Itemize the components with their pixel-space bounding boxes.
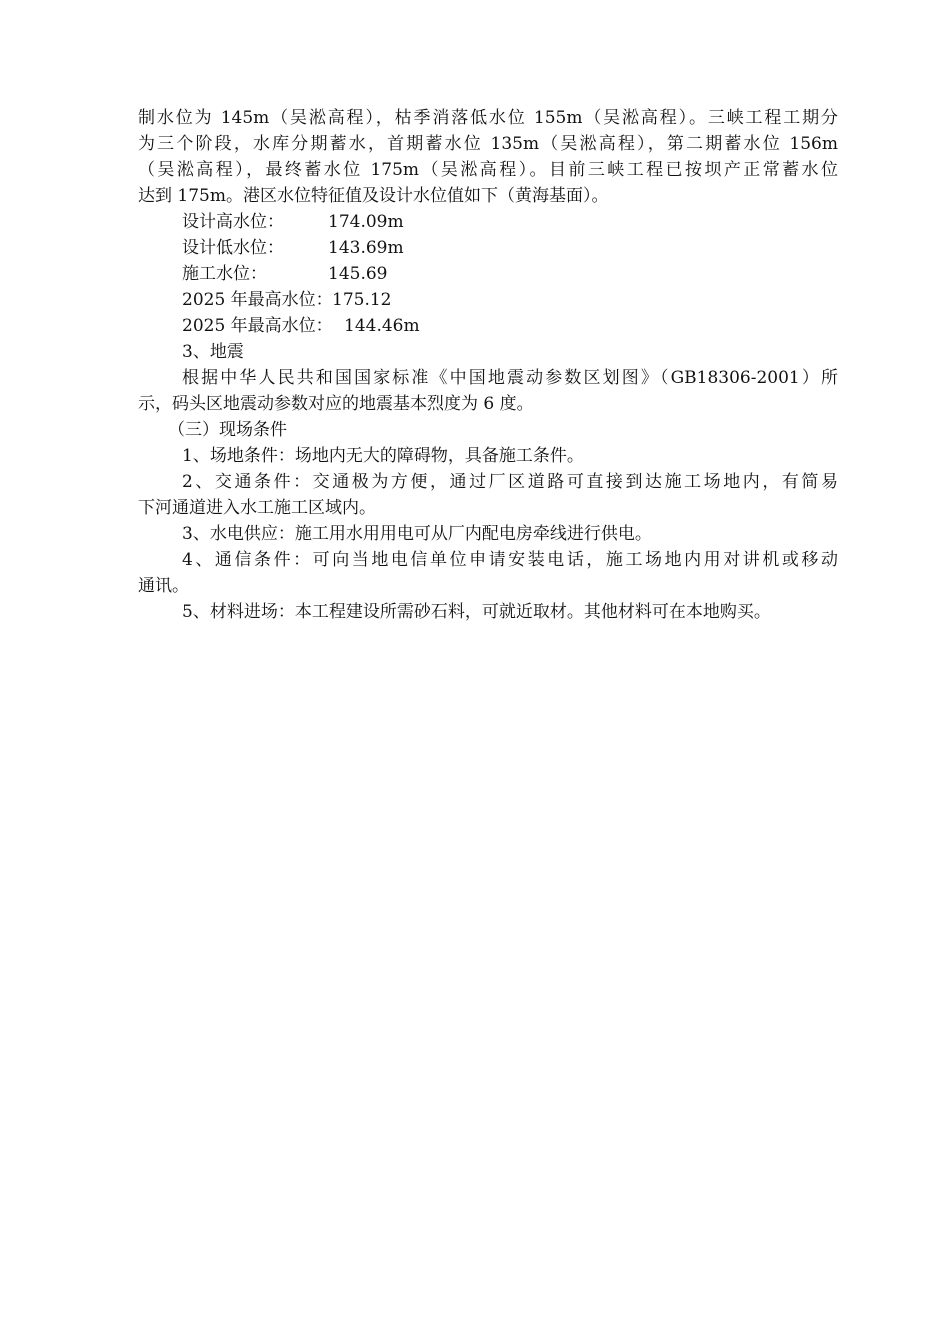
paragraph-line: 达到 175m。港区水位特征值及设计水位值如下（黄海基面）。	[138, 186, 609, 206]
list-item: 3、水电供应：施工用水用用电可从厂内配电房牵线进行供电。	[182, 524, 652, 544]
list-item-continuation: 下河通道进入水工施工区域内。	[138, 498, 376, 518]
water-level-list	[138, 209, 838, 339]
section-heading-earthquake: 3、地震	[182, 342, 244, 362]
water-level-label: 设计高水位：	[182, 212, 284, 232]
water-level-row	[138, 235, 838, 261]
list-item: 4、通信条件：可向当地电信单位申请安装电话，施工场地内用对讲机或移动	[182, 550, 838, 570]
water-level-row	[138, 209, 838, 235]
paragraph-line: 制水位为 145m（吴淞高程），枯季消落低水位 155m（吴淞高程）。三峡工程工期分	[138, 108, 838, 128]
water-level-row	[138, 287, 838, 313]
list-item: 2、交通条件：交通极为方便，通过厂区道路可直接到达施工场地内，有简易	[182, 472, 838, 492]
list-item: 1、场地条件：场地内无大的障碍物，具备施工条件。	[182, 446, 584, 466]
water-level-row	[138, 313, 838, 339]
paragraph-line: 根据中华人民共和国国家标准《中国地震动参数区划图》（GB18306-2001）所	[182, 368, 838, 388]
list-item: 5、材料进场：本工程建设所需砂石料，可就近取材。其他材料可在本地购买。	[182, 602, 771, 622]
water-level-value: 143.69m	[328, 238, 404, 258]
paragraph-line: 为三个阶段，水库分期蓄水，首期蓄水位 135m（吴淞高程），第二期蓄水位 156m	[138, 134, 838, 154]
section-heading-site-conditions: （三）现场条件	[168, 420, 287, 440]
water-level-value: 145.69	[328, 264, 388, 284]
paragraph-line: 示，码头区地震动参数对应的地震基本烈度为 6 度。	[138, 394, 534, 414]
water-level-value: 174.09m	[328, 212, 404, 232]
list-item-continuation: 通讯。	[138, 576, 189, 596]
water-level-label: 设计低水位：	[182, 238, 284, 258]
water-level-value: 144.46m	[344, 316, 420, 336]
paragraph-line: （吴淞高程），最终蓄水位 175m（吴淞高程）。目前三峡工程已按坝产正常蓄水位	[138, 160, 838, 180]
water-level-label: 施工水位：	[182, 264, 267, 284]
water-level-row	[138, 261, 838, 287]
water-level-label: 2025 年最高水位：	[182, 316, 333, 336]
water-level-label: 2025 年最高水位：	[182, 290, 333, 310]
document-page	[138, 105, 838, 625]
water-level-value: 175.12	[332, 290, 392, 310]
